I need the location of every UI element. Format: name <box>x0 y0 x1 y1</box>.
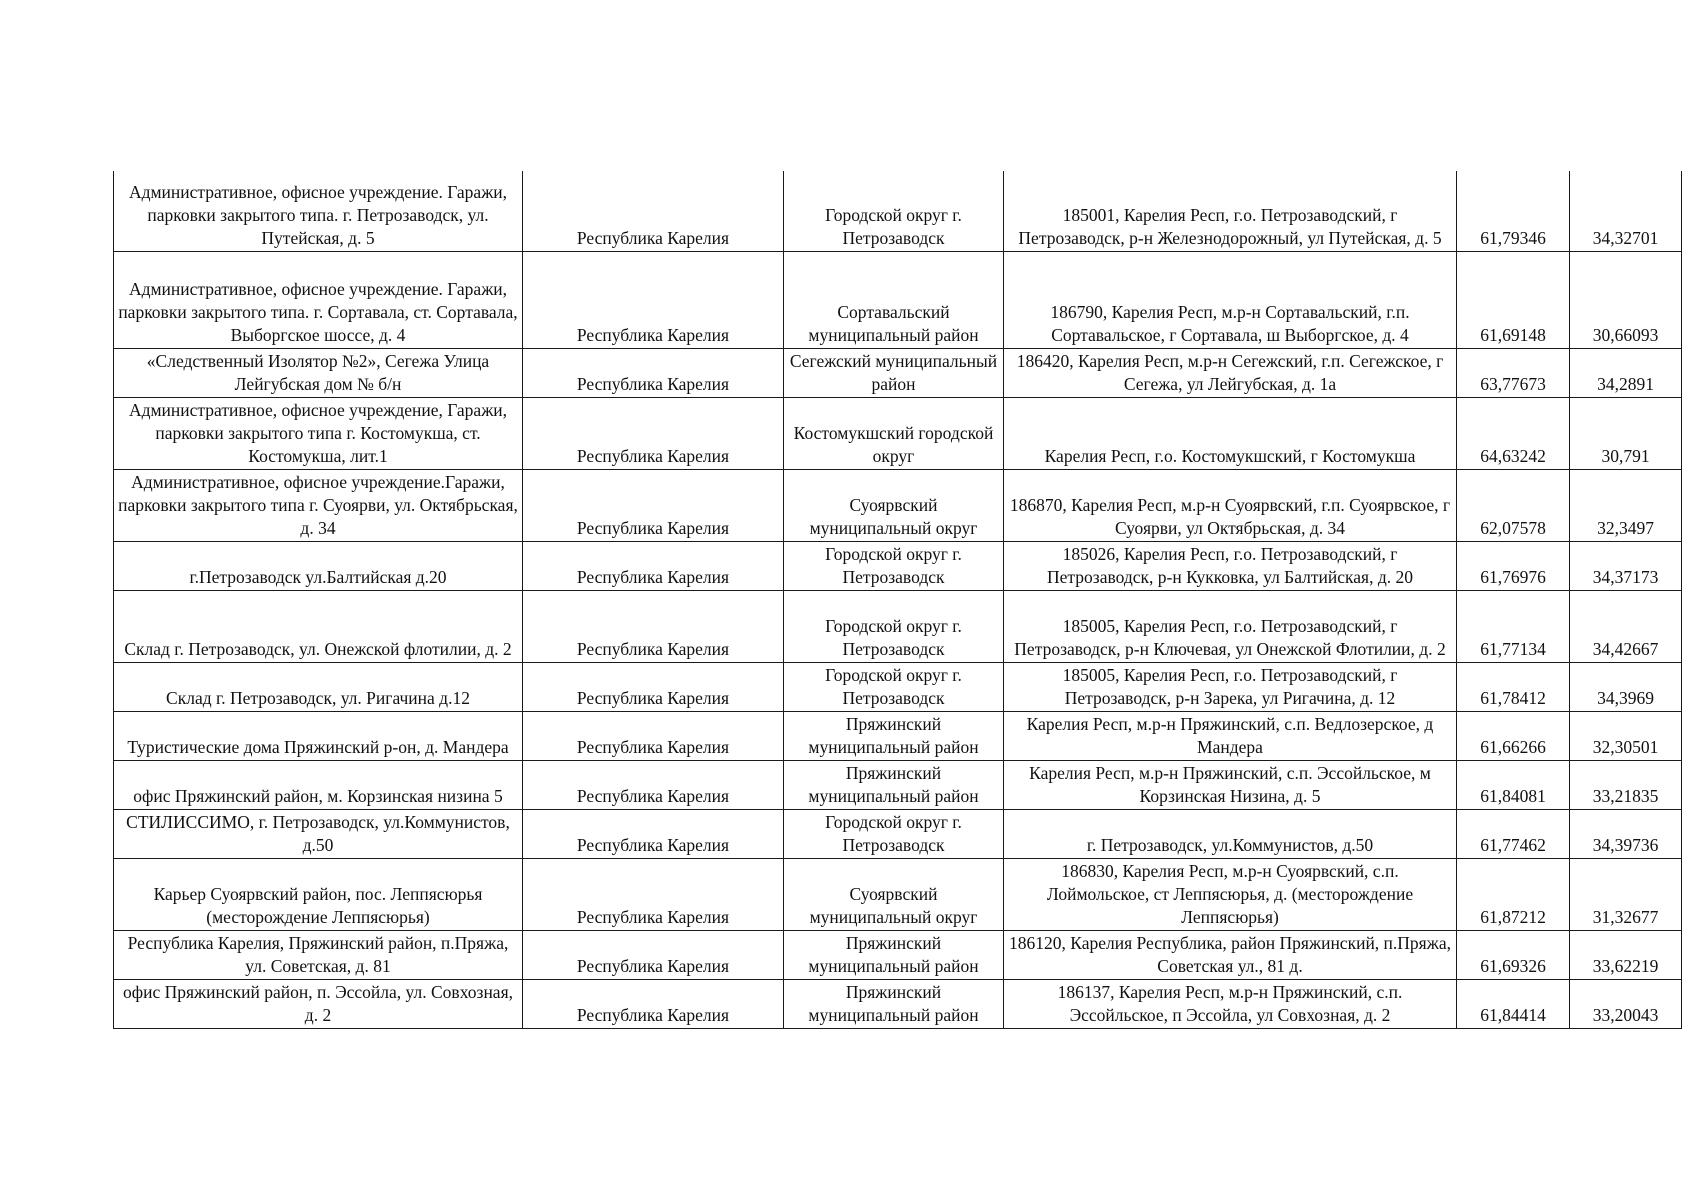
table-row <box>114 662 1682 711</box>
object-name-cell: Склад г. Петрозаводск, ул. Онежской флотилии, д. 2 <box>114 590 523 662</box>
object-name-cell: г.Петрозаводск ул.Балтийская д.20 <box>114 541 523 590</box>
longitude-cell: 33,62219 <box>1570 930 1682 979</box>
locations-table <box>113 171 1682 1029</box>
latitude-cell: 61,69326 <box>1457 930 1570 979</box>
address-cell: 185026, Карелия Респ, г.о. Петрозаводский, г Петрозаводск, р-н Кукковка, ул Балтийская, д. 20 <box>1004 541 1457 590</box>
latitude-cell: 61,76976 <box>1457 541 1570 590</box>
table-row <box>114 348 1682 397</box>
object-name-cell: офис Пряжинский район, п. Эссойла, ул. Совхозная, д. 2 <box>114 979 523 1028</box>
municipality-cell: Пряжинский муниципальный район <box>784 930 1004 979</box>
latitude-cell: 62,07578 <box>1457 469 1570 541</box>
longitude-cell: 34,42667 <box>1570 590 1682 662</box>
object-name-cell: СТИЛИССИМО, г. Петрозаводск, ул.Коммунистов, д.50 <box>114 809 523 858</box>
table-body <box>114 171 1682 1028</box>
object-name-cell: Административное, офисное учреждение.Гаражи, парковки закрытого типа г. Суоярви, ул. Октябрьская, д. 34 <box>114 469 523 541</box>
object-name-cell: Туристические дома Пряжинский р-он, д. Мандера <box>114 711 523 760</box>
longitude-cell: 33,20043 <box>1570 979 1682 1028</box>
longitude-cell: 34,2891 <box>1570 348 1682 397</box>
municipality-cell: Пряжинский муниципальный район <box>784 979 1004 1028</box>
region-cell: Республика Карелия <box>523 469 784 541</box>
table-row <box>114 590 1682 662</box>
municipality-cell: Городской округ г. Петрозаводск <box>784 662 1004 711</box>
latitude-cell: 61,69148 <box>1457 251 1570 348</box>
longitude-cell: 31,32677 <box>1570 858 1682 930</box>
municipality-cell: Городской округ г. Петрозаводск <box>784 809 1004 858</box>
latitude-cell: 61,79346 <box>1457 171 1570 251</box>
address-cell: 186420, Карелия Респ, м.р-н Сегежский, г.п. Сегежское, г Сегежа, ул Лейгубская, д. 1а <box>1004 348 1457 397</box>
municipality-cell: Суоярвский муниципальный округ <box>784 858 1004 930</box>
region-cell: Республика Карелия <box>523 590 784 662</box>
latitude-cell: 63,77673 <box>1457 348 1570 397</box>
object-name-cell: офис Пряжинский район, м. Корзинская низина 5 <box>114 760 523 809</box>
municipality-cell: Пряжинский муниципальный район <box>784 711 1004 760</box>
address-cell: 185005, Карелия Респ, г.о. Петрозаводский, г Петрозаводск, р-н Зарека, ул Ригачина, д. 12 <box>1004 662 1457 711</box>
municipality-cell: Пряжинский муниципальный район <box>784 760 1004 809</box>
table-row <box>114 760 1682 809</box>
object-name-cell: Республика Карелия, Пряжинский район, п.Пряжа, ул. Советская, д. 81 <box>114 930 523 979</box>
municipality-cell: Городской округ г. Петрозаводск <box>784 171 1004 251</box>
longitude-cell: 34,39736 <box>1570 809 1682 858</box>
municipality-cell: Сегежский муниципальный район <box>784 348 1004 397</box>
table-row <box>114 711 1682 760</box>
object-name-cell: Административное, офисное учреждение, Гаражи, парковки закрытого типа г. Костомукша, ст. Костомукша, лит.1 <box>114 397 523 469</box>
table-row <box>114 858 1682 930</box>
region-cell: Республика Карелия <box>523 930 784 979</box>
address-cell: г. Петрозаводск, ул.Коммунистов, д.50 <box>1004 809 1457 858</box>
table-row <box>114 930 1682 979</box>
longitude-cell: 32,30501 <box>1570 711 1682 760</box>
address-cell: 186870, Карелия Респ, м.р-н Суоярвский, г.п. Суоярвское, г Суоярви, ул Октябрьская, д. 34 <box>1004 469 1457 541</box>
municipality-cell: Костомукшский городской округ <box>784 397 1004 469</box>
object-name-cell: Административное, офисное учреждение. Гаражи, парковки закрытого типа. г. Петрозаводск, ул. Путейская, д. 5 <box>114 171 523 251</box>
latitude-cell: 61,77134 <box>1457 590 1570 662</box>
region-cell: Республика Карелия <box>523 662 784 711</box>
address-cell: Карелия Респ, м.р-н Пряжинский, с.п. Ведлозерское, д Мандера <box>1004 711 1457 760</box>
object-name-cell: «Следственный Изолятор №2», Сегежа Улица Лейгубская дом № б/н <box>114 348 523 397</box>
latitude-cell: 61,84081 <box>1457 760 1570 809</box>
object-name-cell: Карьер Суоярвский район, пос. Леппясюрья (месторождение Леппясюрья) <box>114 858 523 930</box>
municipality-cell: Городской округ г. Петрозаводск <box>784 590 1004 662</box>
address-cell: Карелия Респ, г.о. Костомукшский, г Костомукша <box>1004 397 1457 469</box>
table-row <box>114 251 1682 348</box>
longitude-cell: 34,37173 <box>1570 541 1682 590</box>
longitude-cell: 34,3969 <box>1570 662 1682 711</box>
table-row <box>114 397 1682 469</box>
table-row <box>114 979 1682 1028</box>
address-cell: 186830, Карелия Респ, м.р-н Суоярвский, с.п. Лоймольское, ст Леппясюрья, д. (месторождение Леппясюрья) <box>1004 858 1457 930</box>
address-cell: 185005, Карелия Респ, г.о. Петрозаводский, г Петрозаводск, р-н Ключевая, ул Онежской Флотилии, д. 2 <box>1004 590 1457 662</box>
longitude-cell: 30,66093 <box>1570 251 1682 348</box>
latitude-cell: 64,63242 <box>1457 397 1570 469</box>
address-cell: 186790, Карелия Респ, м.р-н Сортавальский, г.п. Сортавальское, г Сортавала, ш Выборгское, д. 4 <box>1004 251 1457 348</box>
municipality-cell: Городской округ г. Петрозаводск <box>784 541 1004 590</box>
address-cell: Карелия Респ, м.р-н Пряжинский, с.п. Эссойльское, м Корзинская Низина, д. 5 <box>1004 760 1457 809</box>
table-row <box>114 469 1682 541</box>
region-cell: Республика Карелия <box>523 541 784 590</box>
region-cell: Республика Карелия <box>523 979 784 1028</box>
latitude-cell: 61,87212 <box>1457 858 1570 930</box>
latitude-cell: 61,77462 <box>1457 809 1570 858</box>
municipality-cell: Сортавальский муниципальный район <box>784 251 1004 348</box>
region-cell: Республика Карелия <box>523 251 784 348</box>
address-cell: 186137, Карелия Респ, м.р-н Пряжинский, с.п. Эссойльское, п Эссойла, ул Совхозная, д. 2 <box>1004 979 1457 1028</box>
table-row <box>114 809 1682 858</box>
longitude-cell: 33,21835 <box>1570 760 1682 809</box>
region-cell: Республика Карелия <box>523 711 784 760</box>
longitude-cell: 32,3497 <box>1570 469 1682 541</box>
address-cell: 186120, Карелия Республика, район Пряжинский, п.Пряжа, Советская ул., 81 д. <box>1004 930 1457 979</box>
longitude-cell: 34,32701 <box>1570 171 1682 251</box>
table-row <box>114 171 1682 251</box>
region-cell: Республика Карелия <box>523 858 784 930</box>
longitude-cell: 30,791 <box>1570 397 1682 469</box>
latitude-cell: 61,66266 <box>1457 711 1570 760</box>
address-cell: 185001, Карелия Респ, г.о. Петрозаводский, г Петрозаводск, р-н Железнодорожный, ул Путейская, д. 5 <box>1004 171 1457 251</box>
object-name-cell: Административное, офисное учреждение. Гаражи, парковки закрытого типа. г. Сортавала, ст. Сортавала, Выборгское шоссе, д. 4 <box>114 251 523 348</box>
object-name-cell: Склад г. Петрозаводск, ул. Ригачина д.12 <box>114 662 523 711</box>
region-cell: Республика Карелия <box>523 348 784 397</box>
region-cell: Республика Карелия <box>523 397 784 469</box>
region-cell: Республика Карелия <box>523 760 784 809</box>
municipality-cell: Суоярвский муниципальный округ <box>784 469 1004 541</box>
latitude-cell: 61,78412 <box>1457 662 1570 711</box>
region-cell: Республика Карелия <box>523 171 784 251</box>
latitude-cell: 61,84414 <box>1457 979 1570 1028</box>
table-row <box>114 541 1682 590</box>
region-cell: Республика Карелия <box>523 809 784 858</box>
